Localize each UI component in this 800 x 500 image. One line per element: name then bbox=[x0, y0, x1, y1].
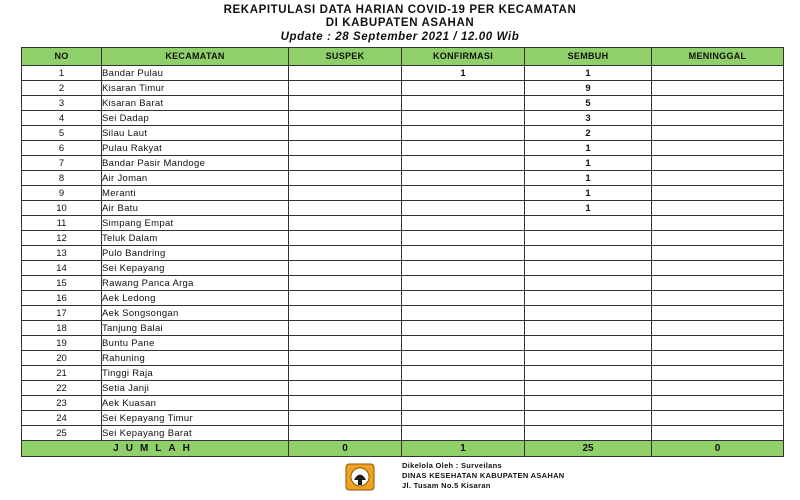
row-konfirmasi bbox=[402, 201, 525, 216]
row-suspek bbox=[289, 171, 402, 186]
table-row bbox=[22, 126, 784, 141]
row-no: 22 bbox=[22, 381, 102, 396]
row-no: 21 bbox=[22, 366, 102, 381]
row-meninggal bbox=[652, 231, 784, 246]
row-konfirmasi bbox=[402, 126, 525, 141]
row-kecamatan: Rahuning bbox=[102, 351, 289, 366]
table-row bbox=[22, 96, 784, 111]
row-no: 2 bbox=[22, 81, 102, 96]
asahan-emblem-icon bbox=[345, 463, 375, 491]
row-sembuh bbox=[525, 366, 652, 381]
row-konfirmasi bbox=[402, 411, 525, 426]
row-konfirmasi bbox=[402, 381, 525, 396]
row-meninggal bbox=[652, 111, 784, 126]
row-sembuh bbox=[525, 246, 652, 261]
col-header-suspek: SUSPEK bbox=[289, 48, 402, 66]
row-no: 19 bbox=[22, 336, 102, 351]
row-kecamatan: Rawang Panca Arga bbox=[102, 276, 289, 291]
total-label: JUMLAH bbox=[22, 441, 289, 457]
row-sembuh bbox=[525, 411, 652, 426]
row-suspek bbox=[289, 381, 402, 396]
row-konfirmasi bbox=[402, 96, 525, 111]
row-kecamatan: Aek Kuasan bbox=[102, 396, 289, 411]
report-title-block bbox=[0, 4, 800, 44]
row-konfirmasi: 1 bbox=[402, 66, 525, 81]
row-suspek bbox=[289, 246, 402, 261]
row-meninggal bbox=[652, 366, 784, 381]
row-suspek bbox=[289, 396, 402, 411]
row-no: 8 bbox=[22, 171, 102, 186]
row-sembuh: 1 bbox=[525, 201, 652, 216]
row-no: 9 bbox=[22, 186, 102, 201]
row-suspek bbox=[289, 426, 402, 441]
table-row bbox=[22, 231, 784, 246]
row-sembuh bbox=[525, 231, 652, 246]
row-suspek bbox=[289, 336, 402, 351]
row-konfirmasi bbox=[402, 156, 525, 171]
row-meninggal bbox=[652, 201, 784, 216]
row-kecamatan: Silau Laut bbox=[102, 126, 289, 141]
row-konfirmasi bbox=[402, 426, 525, 441]
col-header-meninggal: MENINGGAL bbox=[652, 48, 784, 66]
row-sembuh bbox=[525, 306, 652, 321]
row-suspek bbox=[289, 411, 402, 426]
row-kecamatan: Aek Ledong bbox=[102, 291, 289, 306]
row-meninggal bbox=[652, 246, 784, 261]
table-row bbox=[22, 426, 784, 441]
row-suspek bbox=[289, 261, 402, 276]
row-meninggal bbox=[652, 411, 784, 426]
table-row bbox=[22, 111, 784, 126]
table-row bbox=[22, 216, 784, 231]
row-meninggal bbox=[652, 261, 784, 276]
row-no: 15 bbox=[22, 276, 102, 291]
row-konfirmasi bbox=[402, 396, 525, 411]
row-no: 24 bbox=[22, 411, 102, 426]
row-konfirmasi bbox=[402, 231, 525, 246]
table-row bbox=[22, 291, 784, 306]
row-no: 14 bbox=[22, 261, 102, 276]
row-meninggal bbox=[652, 351, 784, 366]
row-suspek bbox=[289, 366, 402, 381]
report-subtitle: DI KABUPATEN ASAHAN bbox=[325, 17, 475, 29]
row-kecamatan: Air Batu bbox=[102, 201, 289, 216]
row-sembuh bbox=[525, 351, 652, 366]
table-row bbox=[22, 276, 784, 291]
row-kecamatan: Simpang Empat bbox=[102, 216, 289, 231]
table-row bbox=[22, 396, 784, 411]
row-konfirmasi bbox=[402, 111, 525, 126]
row-kecamatan: Setia Janji bbox=[102, 381, 289, 396]
row-sembuh bbox=[525, 396, 652, 411]
footer-agency: DINAS KESEHATAN KABUPATEN ASAHAN bbox=[402, 471, 565, 480]
table-row bbox=[22, 156, 784, 171]
table-row bbox=[22, 171, 784, 186]
row-no: 3 bbox=[22, 96, 102, 111]
table-row bbox=[22, 366, 784, 381]
row-suspek bbox=[289, 186, 402, 201]
row-meninggal bbox=[652, 381, 784, 396]
row-no: 1 bbox=[22, 66, 102, 81]
footer-managed-by: Dikelola Oleh : Surveilans bbox=[402, 461, 502, 470]
table-row bbox=[22, 186, 784, 201]
row-suspek bbox=[289, 66, 402, 81]
row-konfirmasi bbox=[402, 291, 525, 306]
row-kecamatan: Sei Dadap bbox=[102, 111, 289, 126]
row-meninggal bbox=[652, 156, 784, 171]
report-update-date: Update : 28 September 2021 / 12.00 Wib bbox=[280, 31, 520, 43]
row-no: 6 bbox=[22, 141, 102, 156]
row-konfirmasi bbox=[402, 171, 525, 186]
row-no: 5 bbox=[22, 126, 102, 141]
row-kecamatan: Air Joman bbox=[102, 171, 289, 186]
row-suspek bbox=[289, 201, 402, 216]
row-sembuh: 1 bbox=[525, 171, 652, 186]
row-sembuh bbox=[525, 291, 652, 306]
row-no: 20 bbox=[22, 351, 102, 366]
row-konfirmasi bbox=[402, 351, 525, 366]
row-sembuh bbox=[525, 336, 652, 351]
col-header-konfirmasi: KONFIRMASI bbox=[402, 48, 525, 66]
row-sembuh bbox=[525, 216, 652, 231]
row-sembuh bbox=[525, 426, 652, 441]
row-suspek bbox=[289, 156, 402, 171]
row-sembuh bbox=[525, 261, 652, 276]
row-kecamatan: Sei Kepayang Timur bbox=[102, 411, 289, 426]
row-kecamatan: Kisaran Timur bbox=[102, 81, 289, 96]
row-meninggal bbox=[652, 396, 784, 411]
row-sembuh: 3 bbox=[525, 111, 652, 126]
row-kecamatan: Meranti bbox=[102, 186, 289, 201]
row-meninggal bbox=[652, 216, 784, 231]
table-row bbox=[22, 246, 784, 261]
table-row bbox=[22, 66, 784, 81]
row-suspek bbox=[289, 291, 402, 306]
table-row bbox=[22, 381, 784, 396]
table-row bbox=[22, 261, 784, 276]
table-row bbox=[22, 321, 784, 336]
row-konfirmasi bbox=[402, 306, 525, 321]
col-header-no: NO bbox=[22, 48, 102, 66]
row-meninggal bbox=[652, 321, 784, 336]
total-row bbox=[22, 441, 784, 457]
col-header-sembuh: SEMBUH bbox=[525, 48, 652, 66]
row-no: 4 bbox=[22, 111, 102, 126]
row-suspek bbox=[289, 111, 402, 126]
row-sembuh: 5 bbox=[525, 96, 652, 111]
row-konfirmasi bbox=[402, 321, 525, 336]
row-konfirmasi bbox=[402, 366, 525, 381]
footer-address: Jl. Tusam No.5 Kisaran bbox=[402, 481, 491, 490]
table-row bbox=[22, 336, 784, 351]
row-kecamatan: Teluk Dalam bbox=[102, 231, 289, 246]
row-suspek bbox=[289, 321, 402, 336]
row-suspek bbox=[289, 276, 402, 291]
row-kecamatan: Sei Kepayang bbox=[102, 261, 289, 276]
row-kecamatan: Kisaran Barat bbox=[102, 96, 289, 111]
row-meninggal bbox=[652, 336, 784, 351]
row-kecamatan: Sei Kepayang Barat bbox=[102, 426, 289, 441]
row-no: 10 bbox=[22, 201, 102, 216]
covid-recap-table bbox=[21, 47, 784, 457]
total-konfirmasi: 1 bbox=[402, 441, 525, 457]
row-sembuh: 1 bbox=[525, 156, 652, 171]
row-sembuh bbox=[525, 321, 652, 336]
row-suspek bbox=[289, 126, 402, 141]
row-no: 18 bbox=[22, 321, 102, 336]
row-no: 11 bbox=[22, 216, 102, 231]
table-row bbox=[22, 141, 784, 156]
row-suspek bbox=[289, 351, 402, 366]
row-konfirmasi bbox=[402, 81, 525, 96]
row-meninggal bbox=[652, 276, 784, 291]
table-header-row bbox=[22, 48, 784, 66]
row-suspek bbox=[289, 306, 402, 321]
row-meninggal bbox=[652, 171, 784, 186]
total-suspek: 0 bbox=[289, 441, 402, 457]
row-no: 13 bbox=[22, 246, 102, 261]
row-suspek bbox=[289, 141, 402, 156]
row-kecamatan: Aek Songsongan bbox=[102, 306, 289, 321]
table-row bbox=[22, 306, 784, 321]
row-suspek bbox=[289, 81, 402, 96]
row-meninggal bbox=[652, 426, 784, 441]
row-kecamatan: Tinggi Raja bbox=[102, 366, 289, 381]
total-meninggal: 0 bbox=[652, 441, 784, 457]
row-meninggal bbox=[652, 66, 784, 81]
row-kecamatan: Bandar Pulau bbox=[102, 66, 289, 81]
row-sembuh: 1 bbox=[525, 186, 652, 201]
row-sembuh: 9 bbox=[525, 81, 652, 96]
row-kecamatan: Tanjung Balai bbox=[102, 321, 289, 336]
table-row bbox=[22, 201, 784, 216]
row-sembuh: 2 bbox=[525, 126, 652, 141]
row-no: 12 bbox=[22, 231, 102, 246]
row-no: 25 bbox=[22, 426, 102, 441]
row-sembuh bbox=[525, 381, 652, 396]
row-no: 17 bbox=[22, 306, 102, 321]
row-sembuh: 1 bbox=[525, 66, 652, 81]
col-header-kecamatan: KECAMATAN bbox=[102, 48, 289, 66]
row-suspek bbox=[289, 216, 402, 231]
row-kecamatan: Pulo Bandring bbox=[102, 246, 289, 261]
row-suspek bbox=[289, 96, 402, 111]
row-sembuh bbox=[525, 276, 652, 291]
row-konfirmasi bbox=[402, 336, 525, 351]
row-no: 23 bbox=[22, 396, 102, 411]
row-meninggal bbox=[652, 186, 784, 201]
footer-text bbox=[402, 461, 565, 491]
row-meninggal bbox=[652, 306, 784, 321]
row-konfirmasi bbox=[402, 186, 525, 201]
row-konfirmasi bbox=[402, 246, 525, 261]
row-kecamatan: Buntu Pane bbox=[102, 336, 289, 351]
report-title: REKAPITULASI DATA HARIAN COVID-19 PER KECAMATAN bbox=[223, 4, 577, 16]
total-sembuh: 25 bbox=[525, 441, 652, 457]
row-no: 16 bbox=[22, 291, 102, 306]
row-konfirmasi bbox=[402, 276, 525, 291]
row-konfirmasi bbox=[402, 216, 525, 231]
row-meninggal bbox=[652, 291, 784, 306]
row-meninggal bbox=[652, 126, 784, 141]
table-row bbox=[22, 81, 784, 96]
row-konfirmasi bbox=[402, 261, 525, 276]
row-konfirmasi bbox=[402, 141, 525, 156]
row-kecamatan: Pulau Rakyat bbox=[102, 141, 289, 156]
row-sembuh: 1 bbox=[525, 141, 652, 156]
row-no: 7 bbox=[22, 156, 102, 171]
row-meninggal bbox=[652, 96, 784, 111]
row-suspek bbox=[289, 231, 402, 246]
table-row bbox=[22, 411, 784, 426]
row-meninggal bbox=[652, 141, 784, 156]
row-kecamatan: Bandar Pasir Mandoge bbox=[102, 156, 289, 171]
table-row bbox=[22, 351, 784, 366]
row-meninggal bbox=[652, 81, 784, 96]
